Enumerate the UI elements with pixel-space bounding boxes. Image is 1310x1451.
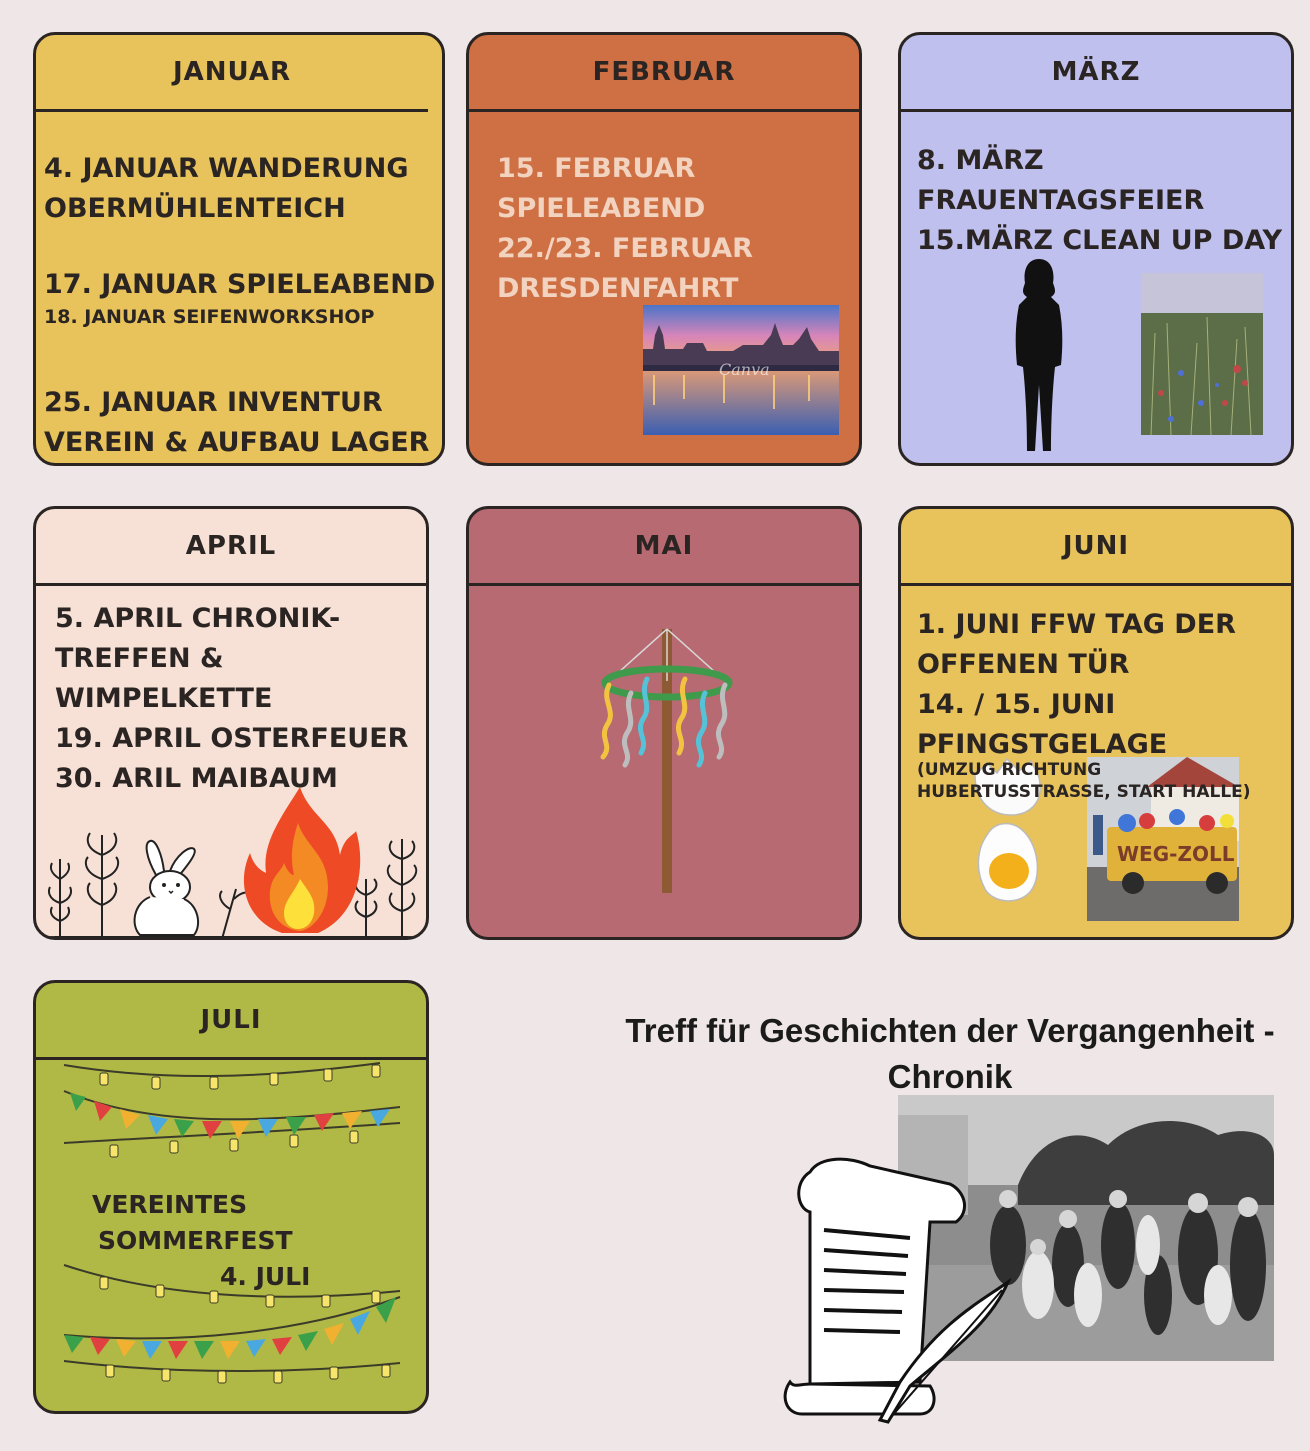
event-line: 18. JANUAR SEIFENWORKSHOP [44,306,375,328]
event-line: DRESDENFAHRT [497,273,739,304]
maypole-icon [597,621,737,893]
event-line: FRAUENTAGSFEIER [917,185,1205,216]
event-line: 19. APRIL OSTERFEUER [55,723,409,754]
card-maerz-title: MÄRZ [901,35,1291,112]
bunting-icon [60,1261,406,1391]
chronik-title-line1: Treff für Geschichten der Vergangenheit - [625,1012,1275,1049]
card-februar-title: FEBRUAR [469,35,859,112]
card-januar [33,32,445,466]
maerz-events [917,141,1282,261]
card-maerz [898,32,1294,466]
event-line: VEREINTES [92,1190,248,1219]
event-line: WIMPELKETTE [55,683,273,714]
scroll-icon [780,1152,1020,1428]
watermark: Canva [719,360,770,379]
event-line: 17. JANUAR SPIELEABEND [44,269,436,300]
wildflowers-photo [1141,273,1263,435]
wegzoll-sign: WEG-ZOLL [1117,842,1235,866]
februar-events [497,149,753,309]
event-line: 8. MÄRZ [917,145,1044,176]
juni-events [917,605,1251,803]
april-events [55,599,408,799]
event-line: 1. JUNI FFW TAG DER [917,609,1236,640]
event-line: OFFENEN TÜR [917,649,1130,680]
event-line: 4. JULI [220,1262,311,1291]
card-januar-title: JANUAR [36,35,428,112]
event-line: 4. JANUAR WANDERUNG [44,153,409,184]
event-line: 5. APRIL CHRONIK- [55,603,341,634]
rabbit-icon [120,839,210,939]
card-juni-title: JUNI [901,509,1291,586]
event-line: PFINGSTGELAGE [917,729,1168,760]
event-line: TREFFEN & [55,643,224,674]
card-april [33,506,429,940]
event-line: 15. FEBRUAR [497,153,696,184]
event-line: 14. / 15. JUNI [917,689,1116,720]
event-line: OBERMÜHLENTEICH [44,193,346,224]
chronik-title-line2: Chronik [887,1058,1013,1095]
event-line: VEREIN & AUFBAU LAGER [44,427,430,458]
event-line: SPIELEABEND [497,193,706,224]
chronik-title [590,1008,1310,1100]
event-note: HUBERTUSSTRASSE, START HALLE) [917,782,1251,802]
card-februar [466,32,862,466]
card-mai [466,506,862,940]
event-line: SOMMERFEST [98,1226,293,1255]
card-mai-title: MAI [469,509,859,586]
event-line: 30. ARIL MAIBAUM [55,763,338,794]
card-juni [898,506,1294,940]
card-juli [33,980,429,1414]
woman-silhouette-icon [1009,255,1069,455]
event-line: 22./23. FEBRUAR [497,233,753,264]
dresden-photo [643,305,839,435]
card-april-title: APRIL [36,509,426,586]
event-line: 25. JANUAR INVENTUR [44,387,383,418]
bunting-icon [60,1061,406,1161]
event-note: (UMZUG RICHTUNG [917,760,1102,780]
event-line: 15.MÄRZ CLEAN UP DAY [917,225,1283,256]
januar-events [44,149,435,463]
card-juli-title: JULI [36,983,426,1060]
fire-icon [236,783,366,939]
